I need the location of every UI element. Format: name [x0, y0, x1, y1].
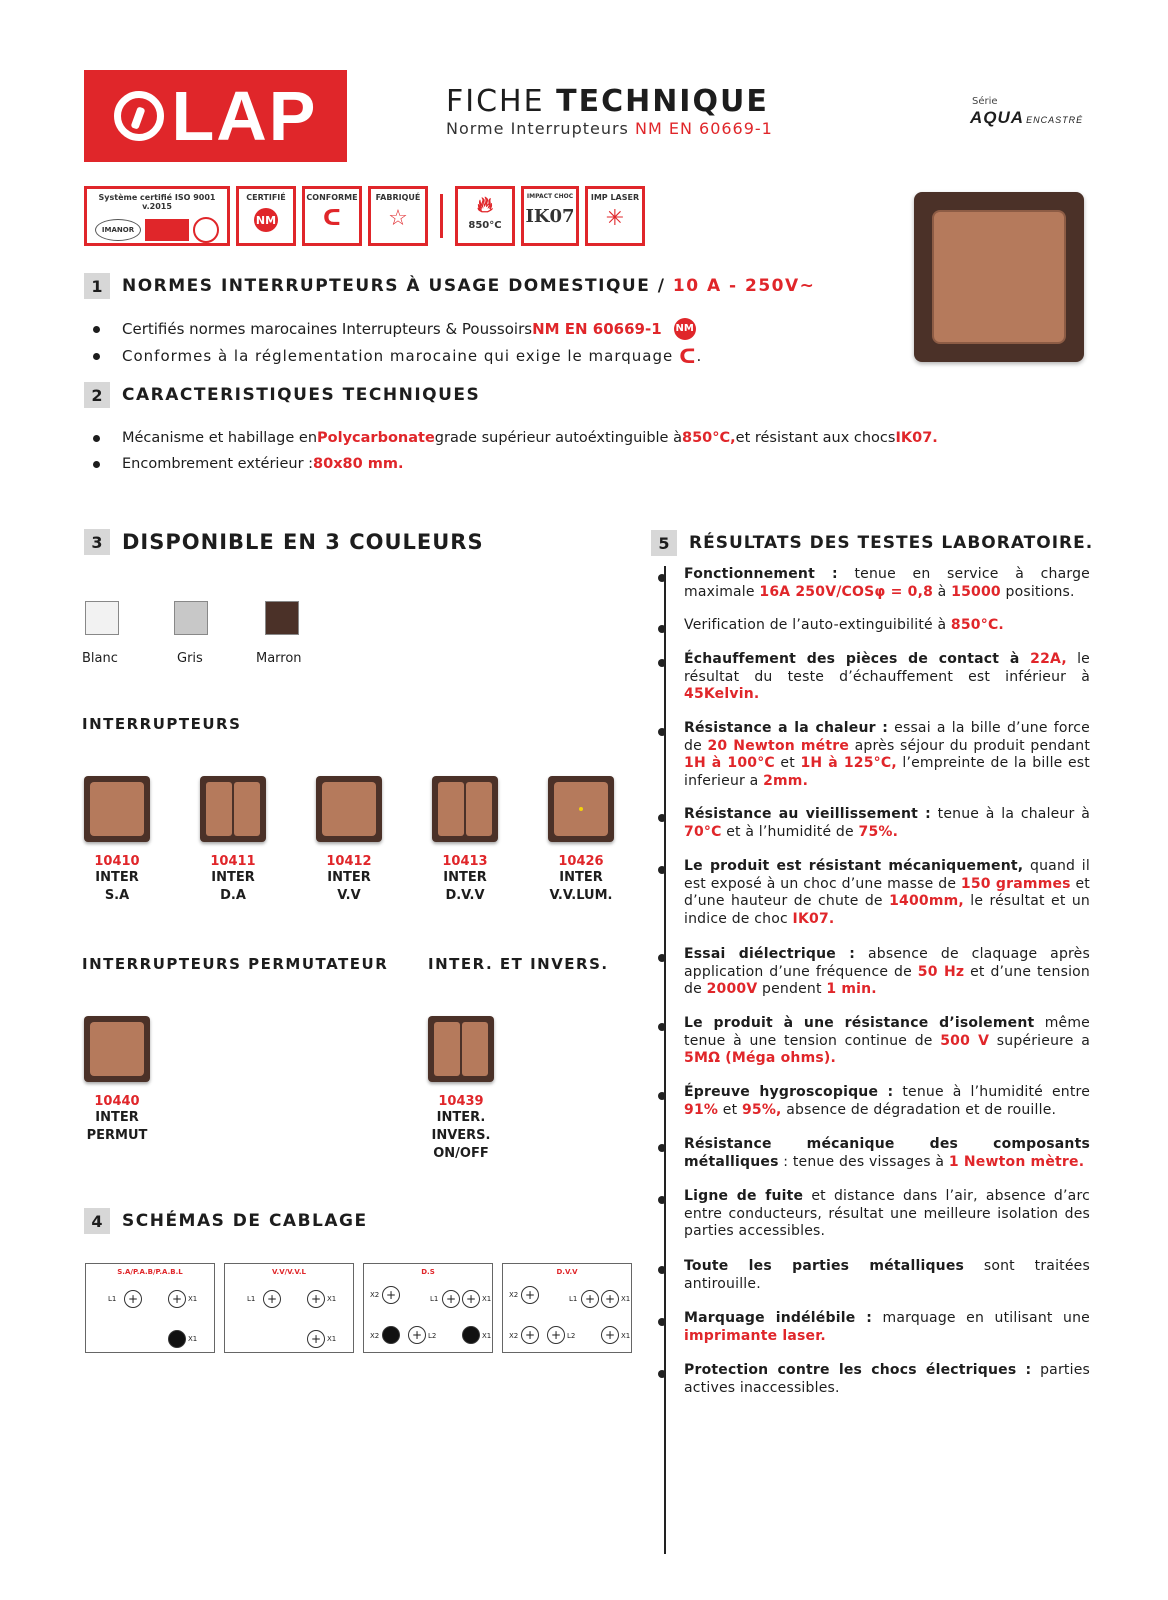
terminal-icon: + [408, 1326, 426, 1344]
terminal-icon: + [521, 1286, 539, 1304]
seal-icon [193, 217, 219, 243]
impact-badge: IMPACT CHOC IK07 [521, 186, 579, 246]
timeline-dot [658, 1092, 666, 1100]
terminal-icon: + [462, 1290, 480, 1308]
timeline-dot [658, 728, 666, 736]
fabrique-badge: FABRIQUÉ ☆ [368, 186, 428, 246]
terminal-icon: + [581, 1290, 599, 1308]
conformity-mark-icon: ᑕ [323, 206, 341, 231]
timeline-dot [658, 866, 666, 874]
laser-icon: ✳ [605, 206, 625, 231]
section-2-bullet-1: Mécanisme et habillage en Polycarbonate grade supérieur autoéxtinguible à 850°C, et résistant aux chocs IK07. [84, 430, 938, 446]
terminal-icon: + [547, 1326, 565, 1344]
interrupteurs-heading: INTERRUPTEURS [82, 715, 242, 733]
timeline-dot [658, 625, 666, 633]
timeline-line [664, 566, 666, 1554]
timeline-dot [658, 1370, 666, 1378]
result-dielectrique: Essai diélectrique : absence de claquage après application d’une fréquence de 50 Hz et d’une tension de 2000V pendent 1 min. [684, 946, 1090, 997]
color-marron [265, 601, 299, 635]
product-10413: 10413 INTER D.V.V [420, 776, 510, 905]
certification-badges [84, 186, 645, 246]
terminal-icon: + [382, 1286, 400, 1304]
brand-name: LAP [171, 77, 318, 155]
section-2-bullet-2: Encombrement extérieur : 80x80 mm. [84, 456, 404, 472]
divider [440, 194, 443, 238]
laser-badge: IMP LASER ✳ [585, 186, 645, 246]
section-1-bullet-2: Conformes à la réglementation marocaine qui exige le marquage ᑕ . [84, 344, 702, 368]
color-blanc [85, 601, 119, 635]
imanor-logo: IMANOR [95, 219, 141, 241]
terminal-icon: + [442, 1290, 460, 1308]
timeline-dot [658, 1196, 666, 1204]
result-auto-extinguibilite: Verification de l’auto-extinguibilité à 850°C. [684, 617, 1004, 633]
permutateur-heading: INTERRUPTEURS PERMUTATEUR [82, 955, 389, 973]
timeline-dot [658, 1023, 666, 1031]
terminal-icon: + [601, 1290, 619, 1308]
conforme-badge: CONFORME ᑕ [302, 186, 362, 246]
timeline-dot [658, 814, 666, 822]
result-ligne-fuite: Ligne de fuite et distance dans l’air, absence d’arc entre conducteurs, résultat une meilleure isolation des parties accessibles. [684, 1188, 1090, 1239]
result-vieillissement: Résistance au vieillissement : tenue à la chaleur à 70°C et à l’humidité de 75%. [684, 806, 1090, 840]
result-chaleur: Résistance a la chaleur : essai a la bille d’une force de 20 Newton métre après séjour du produit pendant 1H à 100°C et 1H à 125°C, l’empreinte de la bille est inferieur a 2mm. [684, 720, 1091, 789]
terminal-icon: + [168, 1290, 186, 1308]
page-title: FICHE TECHNIQUE [446, 84, 769, 119]
nm-mark-icon: NM [674, 318, 696, 340]
product-10411: 10411 INTER D.A [188, 776, 278, 905]
product-10412: 10412 INTER V.V [304, 776, 394, 905]
result-protection: Protection contre les chocs électriques : parties actives inaccessibles. [684, 1362, 1091, 1396]
result-mecanique: Le produit est résistant mécaniquement, quand il est exposé à un choc d’une masse de 150 grammes et d’une hauteur de chute de 1400mm, le résultat et un indice de choc IK07. [684, 858, 1090, 927]
terminal-icon [382, 1326, 400, 1344]
timeline-dot [658, 954, 666, 962]
product-10426: 10426 INTER V.V.LUM. [536, 776, 626, 905]
terminal-icon [168, 1330, 186, 1348]
section-4-header: 4 SCHÉMAS DE CABLAGE [84, 1208, 368, 1234]
serie-label: Série [972, 96, 998, 107]
timeline-dot [658, 1318, 666, 1326]
product-photo [914, 192, 1084, 362]
timeline-dot [658, 1266, 666, 1274]
color-label: Gris [177, 651, 203, 666]
result-isolement: Le produit à une résistance d’isolement même tenue à une tension continue de 500 V supérieure a 5MΩ (Méga ohms). [684, 1015, 1090, 1066]
morocco-star-icon: ☆ [388, 206, 408, 231]
result-echauffement: Échauffement des pièces de contact à 22A, le résultat du teste d’échauffement est inférieur à 45Kelvin. [684, 651, 1090, 702]
wiring-schema-dvv: D.V.V X2 + L1 + + X1 X2 + + L2 + X1 [502, 1263, 632, 1353]
swatch-marron [265, 601, 299, 635]
result-composants: Résistance mécanique des composants métalliques : tenue des vissages à 1 Newton mètre. [684, 1136, 1090, 1170]
flame-icon: 🔥︎ [476, 193, 494, 218]
timeline-dot [658, 1144, 666, 1152]
terminal-icon: + [124, 1290, 142, 1308]
page-subtitle: Norme Interrupteurs NM EN 60669-1 [446, 119, 773, 138]
terminal-icon: + [307, 1330, 325, 1348]
wiring-schema-vv: V.V/V.V.L L1 + + X1 + X1 [224, 1263, 354, 1353]
terminal-icon: + [307, 1290, 325, 1308]
section-5-header: 5 RÉSULTATS DES TESTES LABORATOIRE. [651, 530, 1093, 556]
terminal-icon: + [601, 1326, 619, 1344]
color-label: Marron [256, 651, 302, 666]
indicator-light [579, 807, 583, 811]
color-label: Blanc [82, 651, 118, 666]
serie-logo: AQUA ENCASTRÉ [970, 108, 1084, 127]
terminal-icon: + [521, 1326, 539, 1344]
iso-badge: Système certifié ISO 9001 v.2015 IMANOR [84, 186, 230, 246]
product-10439: 10439 INTER. INVERS. ON/OFF [416, 1016, 506, 1163]
wiring-schema-ds: D.S X2 + L1 + + X1 X2 + L2 X1 [363, 1263, 493, 1353]
result-marquage: Marquage indélébile : marquage en utilisant une imprimante laser. [684, 1310, 1090, 1344]
plug-icon [114, 91, 164, 141]
section-3-header: 3 DISPONIBLE EN 3 COULEURS [84, 529, 484, 555]
result-hygroscopique: Épreuve hygroscopique : tenue à l’humidité entre 91% et 95%, absence de dégradation et de rouille. [684, 1084, 1091, 1118]
fire-badge: 🔥︎ 850°C [455, 186, 515, 246]
product-10440: 10440 INTER PERMUT [72, 1016, 162, 1145]
swatch-blanc [85, 601, 119, 635]
swatch-gris [174, 601, 208, 635]
lap-logo [84, 70, 347, 162]
terminal-icon [462, 1326, 480, 1344]
section-1-header: 1 NORMES INTERRUPTEURS À USAGE DOMESTIQUE / 10 A - 250V~ [84, 273, 815, 299]
certification-mark [145, 219, 189, 241]
nm-mark-icon: NM [254, 208, 278, 232]
section-2-header: 2 CARACTERISTIQUES TECHNIQUES [84, 382, 480, 408]
terminal-icon: + [263, 1290, 281, 1308]
product-10410: 10410 INTER S.A [72, 776, 162, 905]
invers-heading: INTER. ET INVERS. [428, 955, 609, 973]
section-1-bullet-1: Certifiés normes marocaines Interrupteurs & Poussoirs NM EN 60669-1 NM [84, 318, 696, 340]
conformity-mark-icon: ᑕ [679, 344, 697, 368]
color-gris [174, 601, 208, 635]
certifie-badge: CERTIFIÉ NM [236, 186, 296, 246]
timeline-dot [658, 574, 666, 582]
wiring-schema-sa: S.A/P.A.B/P.A.B.L L1 + + X1 X1 [85, 1263, 215, 1353]
result-antirouille: Toute les parties métalliques sont traitées antirouille. [684, 1258, 1090, 1292]
result-fonctionnement: Fonctionnement : tenue en service à charge maximale 16A 250V/COSφ = 0,8 à 15000 positions. [684, 566, 1090, 600]
timeline-dot [658, 659, 666, 667]
